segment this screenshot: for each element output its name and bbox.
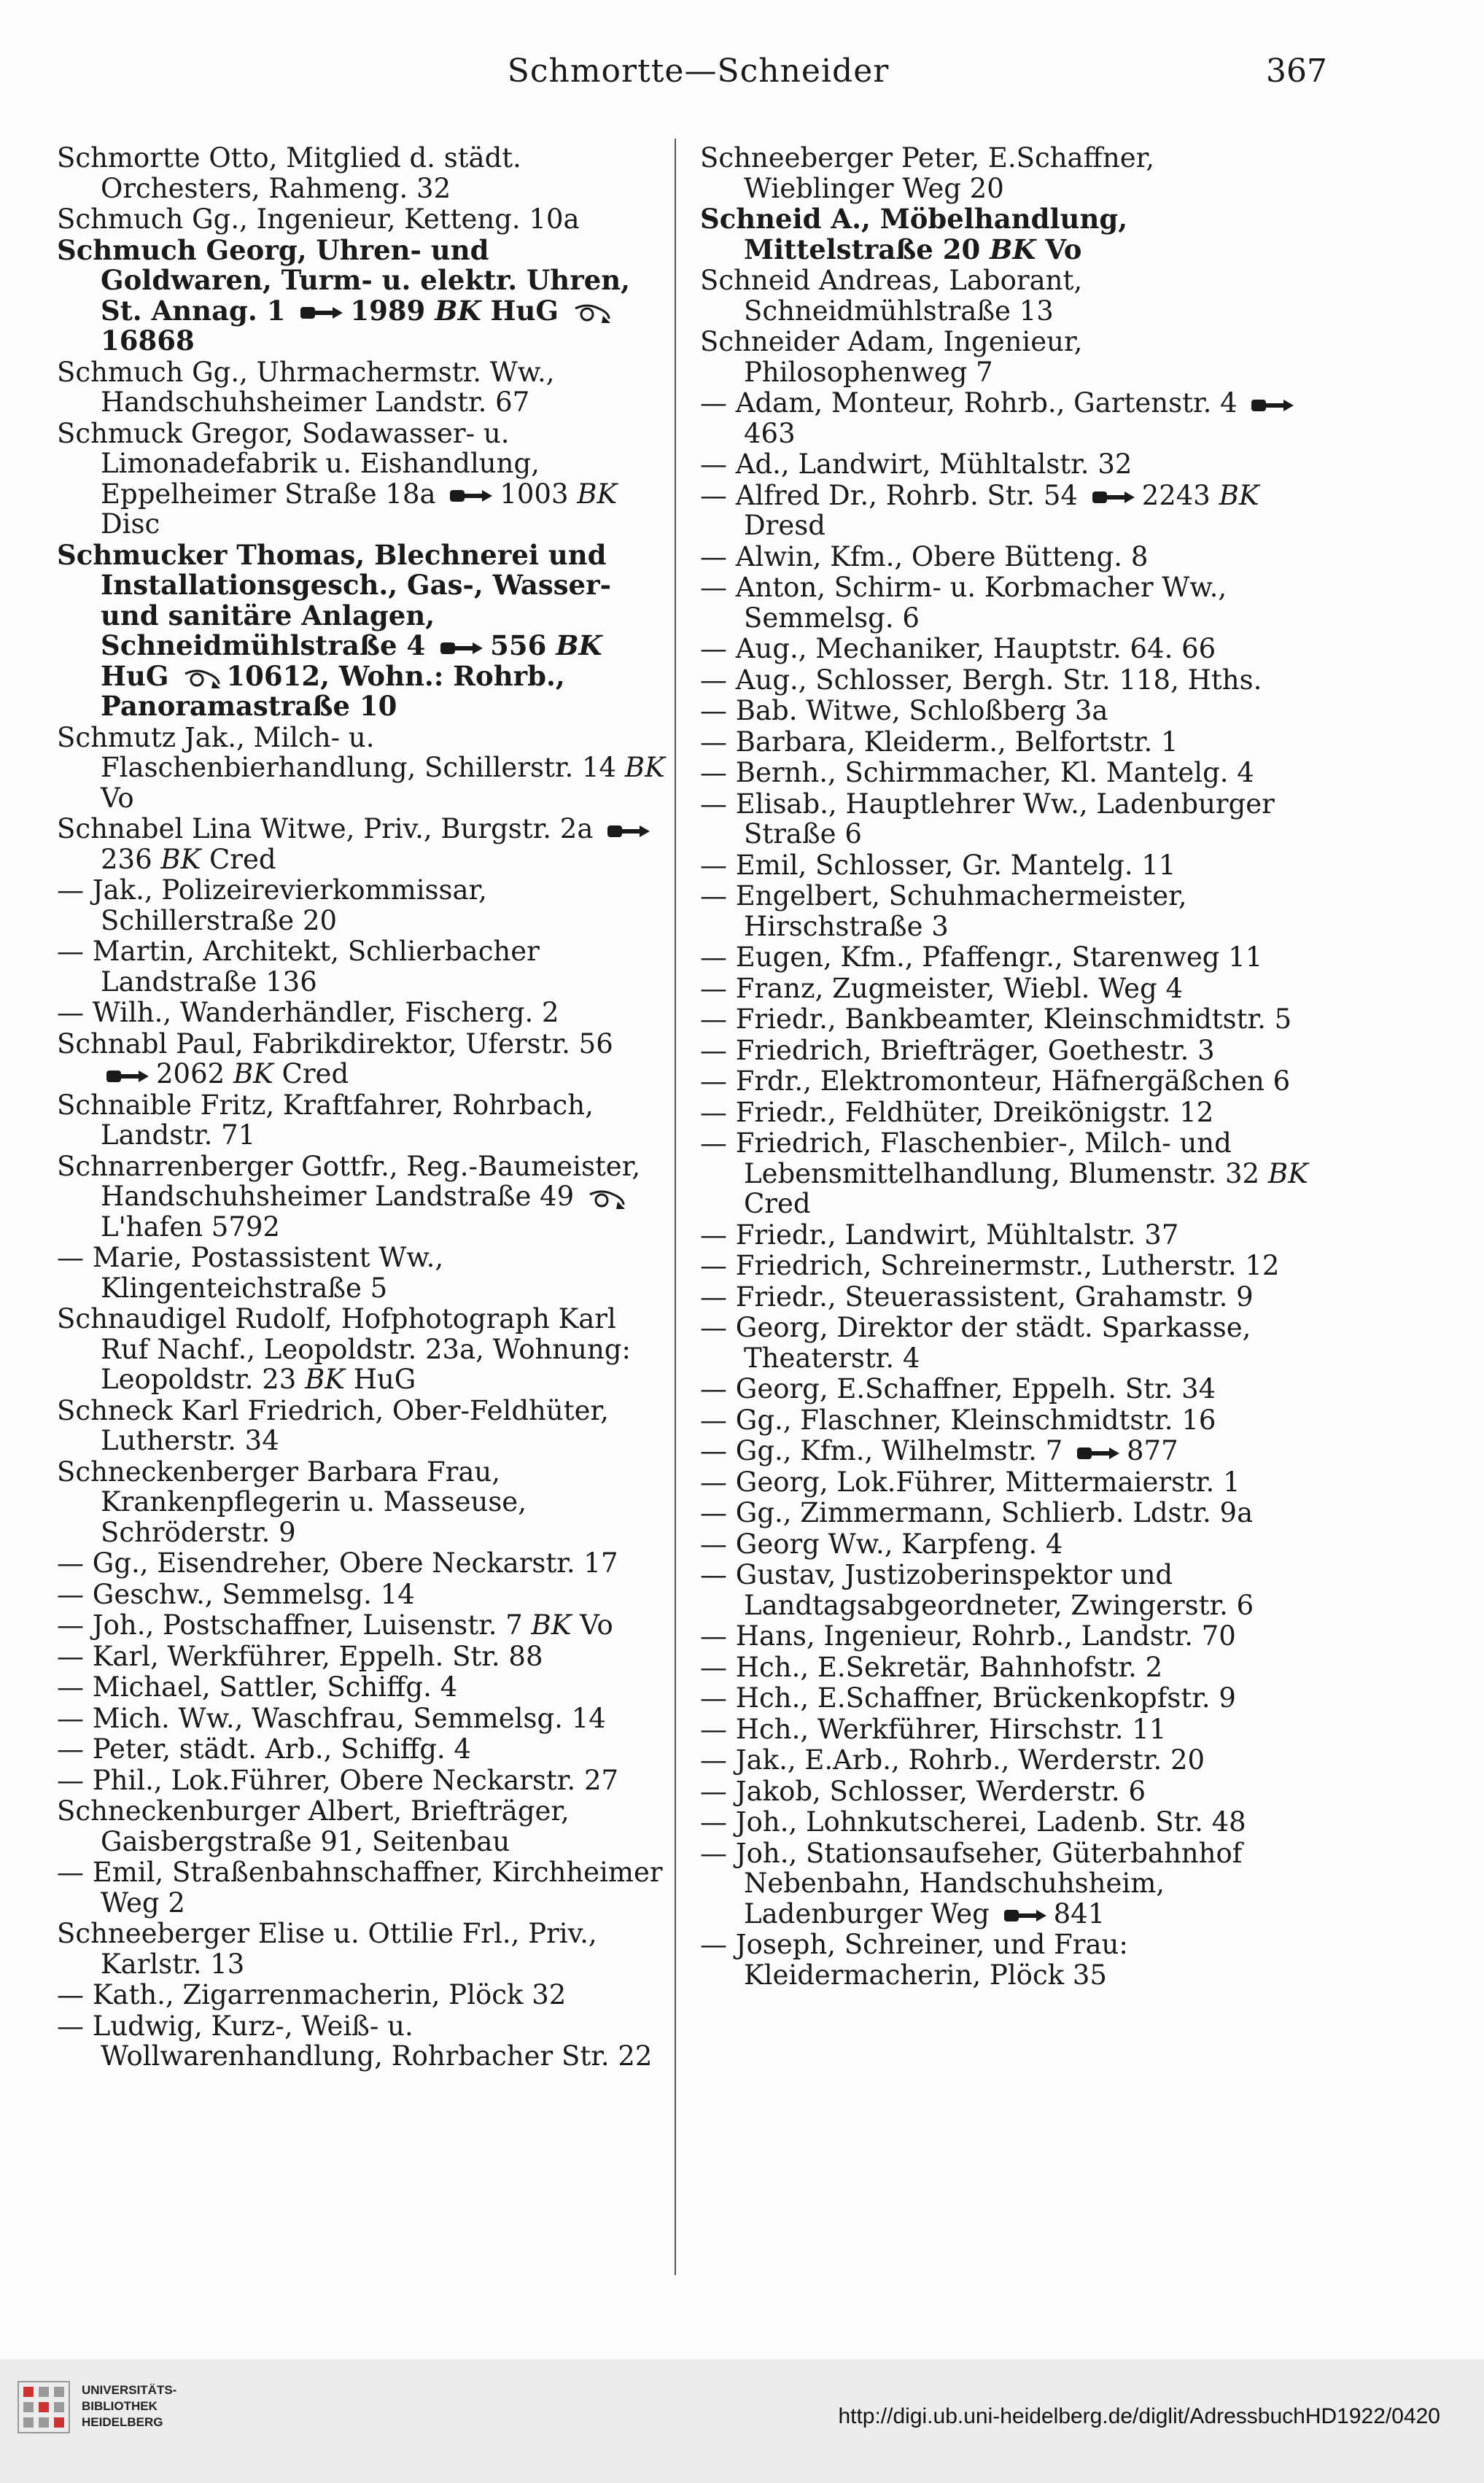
phone-number: 236 [101, 843, 152, 875]
footer [0, 2359, 1484, 2483]
repeat-dash [700, 941, 736, 973]
bank-name: Cred [209, 843, 276, 875]
page-number: 367 [1266, 53, 1327, 90]
entry-text: Schmortte Otto, Mitglied d. städt. Orchesters, Rahmeng. 32 [57, 142, 521, 204]
entry-text: Schnaudigel Rudolf, Hofphotograph Karl Ruf Nachf., Leopoldstr. 23a, Wohnung: Leopoldstr. 23 [57, 1303, 631, 1395]
directory-entry [700, 1220, 1313, 1251]
entry-text: Jak., E.Arb., Rohrb., Werderstr. 20 [735, 1744, 1205, 1776]
directory-entry [700, 1097, 1313, 1128]
entry-text: Bernh., Schirmmacher, Kl. Mantelg. 4 [735, 757, 1254, 788]
entry-text: Schmuck Gregor, Sodawasser- u. Limonadefabrik u. Eishandlung, Eppelheimer Straße 18a [57, 417, 540, 510]
directory-entry [700, 327, 1313, 387]
bank-name: Vo [101, 782, 134, 814]
directory-entry [700, 665, 1313, 696]
bank-code: BK [233, 1058, 273, 1089]
phone-number: 1003 [500, 478, 569, 510]
repeat-dash [700, 1776, 736, 1807]
repeat-dash [700, 1065, 736, 1097]
repeat-dash [700, 1559, 736, 1590]
bank-name: Vo [580, 1609, 613, 1641]
directory-entry [700, 1683, 1313, 1714]
telegraph-number: L'hafen 5792 [101, 1211, 280, 1243]
bank-name: Cred [744, 1188, 811, 1219]
entry-text: Mich. Ww., Waschfrau, Semmelsg. 14 [92, 1702, 606, 1734]
column-divider [675, 139, 676, 2275]
repeat-dash [57, 936, 93, 967]
phone-number: 2243 [1141, 479, 1211, 511]
entry-text: Wilh., Wanderhändler, Fischerg. 2 [92, 997, 559, 1028]
entry-text: Gg., Flaschner, Kleinschmidtstr. 16 [735, 1404, 1216, 1436]
directory-entry [57, 1919, 669, 1979]
repeat-dash [57, 1979, 93, 2010]
entry-text: Joh., Postschaffner, Luisenstr. 7 [92, 1609, 523, 1641]
directory-entry [57, 1765, 669, 1796]
entry-text: Schmucker Thomas, Blechnerei und Installationsgesch., Gas-, Wasser- und sanitäre Anlagen, Schneidmühlstraße 4 [57, 538, 611, 661]
directory-entry [700, 789, 1313, 850]
entry-text: Frdr., Elektromonteur, Häfnergäßchen 6 [735, 1065, 1291, 1097]
directory-entry [700, 850, 1313, 881]
directory-entry [700, 1652, 1313, 1683]
directory-entry [700, 449, 1313, 480]
entry-text: Gg., Zimmermann, Schlierb. Ldstr. 9a [735, 1497, 1254, 1528]
telephone-icon [299, 304, 346, 322]
page-title: Schmortte—Schneider [507, 53, 890, 90]
directory-entry [57, 143, 669, 203]
source-url-link[interactable]: http://digi.ub.uni-heidelberg.de/diglit/AdressbuchHD1922/0420 [838, 2404, 1440, 2428]
directory-entry [57, 1703, 669, 1734]
phone-number: 463 [744, 417, 796, 449]
entry-text: Schneck Karl Friedrich, Ober-Feldhüter, Lutherstr. 34 [57, 1394, 609, 1456]
directory-entry [57, 1734, 669, 1765]
directory-entry [57, 1641, 669, 1672]
logo-line: HEIDELBERG [82, 2415, 163, 2429]
directory-entry [700, 758, 1313, 788]
repeat-dash [700, 1838, 736, 1869]
post-horn-icon [572, 301, 612, 325]
entry-text: Alfred Dr., Rohrb. Str. 54 [735, 479, 1078, 511]
directory-entry [700, 881, 1313, 941]
entry-text: Elisab., Hauptlehrer Ww., Ladenburger Straße 6 [735, 788, 1275, 850]
entry-text: Emil, Straßenbahnschaffner, Kirchheimer Weg 2 [92, 1857, 663, 1919]
bank-name: Cred [281, 1058, 349, 1089]
repeat-dash [700, 757, 736, 788]
telephone-icon [606, 823, 653, 840]
directory-entry [700, 542, 1313, 572]
directory-entry [700, 1128, 1313, 1219]
entry-text: Schneckenberger Barbara Frau, Krankenpflegerin u. Masseuse, Schröderstr. 9 [57, 1456, 527, 1548]
entry-tail: , Wohn.: Rohrb., Panoramastraße 10 [101, 659, 565, 722]
repeat-dash [700, 1929, 736, 1960]
entry-text: Schneid A., Möbelhandlung, Mittelstraße 20 [700, 203, 1128, 265]
telephone-icon [448, 487, 495, 505]
repeat-dash [700, 788, 736, 820]
directory-entry [57, 1579, 669, 1610]
directory-entry [700, 1745, 1313, 1776]
directory-entry [700, 204, 1313, 265]
phone-number: 2062 [156, 1058, 225, 1089]
telephone-icon [105, 1068, 152, 1085]
entry-text: Schnarrenberger Gottfr., Reg.-Baumeister, Handschuhsheimer Landstraße 49 [57, 1150, 641, 1212]
repeat-dash [57, 1641, 93, 1672]
directory-entry [57, 1304, 669, 1395]
repeat-dash [57, 1579, 93, 1610]
entry-text: Ad., Landwirt, Mühltalstr. 32 [735, 448, 1133, 480]
directory-entry [700, 1930, 1313, 1990]
entry-text: Schneeberger Peter, E.Schaffner, Wieblinger Weg 20 [700, 142, 1154, 204]
bank-name: Dresd [744, 510, 825, 541]
bank-code: BK [435, 294, 481, 327]
repeat-dash [700, 1682, 736, 1714]
entry-text: Schnaible Fritz, Kraftfahrer, Rohrbach, Landstr. 71 [57, 1089, 594, 1151]
directory-entry [700, 143, 1313, 203]
entry-text: Schmuch Georg, Uhren- und Goldwaren, Turm- u. elektr. Uhren, St. Annag. 1 [57, 233, 631, 327]
directory-entry [57, 204, 669, 235]
entry-text: Georg Ww., Karpfeng. 4 [735, 1528, 1063, 1560]
directory-entry [700, 1004, 1313, 1035]
entry-text: Friedr., Landwirt, Mühltalstr. 37 [735, 1219, 1179, 1251]
phone-number: 556 [490, 629, 547, 661]
entry-text: Georg, Direktor der städt. Sparkasse, Theaterstr. 4 [735, 1312, 1251, 1374]
library-logo-text [82, 2382, 176, 2430]
repeat-dash [700, 1620, 736, 1652]
entry-text: Gustav, Justizoberinspektor und Landtagsabgeordneter, Zwingerstr. 6 [735, 1559, 1254, 1621]
directory-entry [57, 998, 669, 1028]
entry-text: Peter, städt. Arb., Schiffg. 4 [92, 1733, 471, 1765]
repeat-dash [57, 997, 93, 1028]
repeat-dash [700, 448, 736, 480]
left-column [57, 143, 669, 2072]
bank-name: HuG [490, 294, 559, 327]
directory-entry [57, 1857, 669, 1918]
phone-number: 877 [1127, 1435, 1178, 1466]
repeat-dash [700, 664, 736, 696]
entry-text: Friedr., Bankbeamter, Kleinschmidtstr. 5 [735, 1003, 1292, 1035]
directory-entry [700, 1838, 1313, 1930]
directory-entry [700, 1714, 1313, 1745]
repeat-dash [700, 1035, 736, 1066]
entry-text: Schmuch Gg., Uhrmachermstr. Ww., Handschuhsheimer Landstr. 67 [57, 356, 555, 418]
repeat-dash [700, 726, 736, 758]
entry-text: Friedr., Feldhüter, Dreikönigstr. 12 [735, 1096, 1214, 1128]
telephone-icon [1091, 489, 1138, 506]
entry-text: Schmutz Jak., Milch- u. Flaschenbierhandlung, Schillerstr. 14 [57, 721, 617, 783]
repeat-dash [700, 387, 736, 419]
directory-entry [57, 357, 669, 418]
entry-text: Friedrich, Schreinermstr., Lutherstr. 12 [735, 1250, 1280, 1281]
directory-entry [700, 1035, 1313, 1066]
entry-text: Phil., Lok.Führer, Obere Neckarstr. 27 [92, 1764, 619, 1796]
entry-text: Geschw., Semmelsg. 14 [92, 1578, 415, 1610]
bank-name: HuG [101, 659, 169, 692]
directory-entry [57, 1610, 669, 1641]
entry-text: Anton, Schirm- u. Korbmacher Ww., Semmelsg. 6 [735, 572, 1227, 634]
directory-entry [57, 2011, 669, 2072]
directory-entry [57, 1090, 669, 1151]
repeat-dash [700, 541, 736, 572]
entry-text: Georg, E.Schaffner, Eppelh. Str. 34 [735, 1373, 1216, 1404]
directory-entry [57, 1243, 669, 1303]
post-horn-icon [587, 1187, 626, 1211]
directory-entry [700, 1251, 1313, 1281]
entry-text: Hch., E.Schaffner, Brückenkopfstr. 9 [735, 1682, 1236, 1714]
directory-entry [57, 233, 669, 357]
directory-entry [700, 1282, 1313, 1313]
telegraph-number: 16868 [101, 325, 195, 357]
entry-text: Adam, Monteur, Rohrb., Gartenstr. 4 [735, 387, 1238, 419]
entry-text: Schnabl Paul, Fabrikdirektor, Uferstr. 56 [57, 1027, 613, 1060]
repeat-dash [700, 1250, 736, 1281]
directory-entry [700, 1498, 1313, 1528]
repeat-dash [700, 1466, 736, 1498]
repeat-dash [700, 695, 736, 726]
entry-text: Franz, Zugmeister, Wiebl. Weg 4 [735, 972, 1184, 1004]
telephone-icon [1250, 397, 1297, 414]
directory-entry [700, 1560, 1313, 1620]
entry-text: Jakob, Schlosser, Werderstr. 6 [735, 1775, 1146, 1807]
bank-name: HuG [353, 1364, 416, 1395]
entry-text: Hans, Ingenieur, Rohrb., Landstr. 70 [735, 1620, 1236, 1652]
page-header [69, 44, 1327, 109]
entry-text: Schneckenburger Albert, Briefträger, Gaisbergstraße 91, Seitenbau [57, 1795, 570, 1857]
directory-entry [700, 265, 1313, 326]
directory-entry [700, 696, 1313, 726]
directory-entry [700, 1374, 1313, 1404]
repeat-dash [700, 880, 736, 912]
directory-entry [700, 727, 1313, 758]
repeat-dash [700, 1373, 736, 1404]
directory-entry [700, 1776, 1313, 1807]
entry-text: Schmuch Gg., Ingenieur, Ketteng. 10a [57, 203, 580, 235]
directory-entry [57, 1029, 669, 1089]
directory-entry [57, 419, 669, 540]
telephone-icon [1076, 1445, 1122, 1462]
bank-code: BK [577, 478, 618, 510]
directory-entry [57, 1151, 669, 1243]
entry-text: Joseph, Schreiner, und Frau: Kleidermacherin, Plöck 35 [735, 1929, 1128, 1991]
entry-text: Aug., Mechaniker, Hauptstr. 64. 66 [735, 633, 1216, 664]
directory-entry [57, 875, 669, 936]
entry-text: Martin, Architekt, Schlierbacher Landstraße 136 [92, 936, 540, 998]
phone-number: 1989 [350, 294, 426, 327]
directory-entry [700, 1066, 1313, 1097]
repeat-dash [700, 480, 736, 511]
entry-text: Hch., E.Sekretär, Bahnhofstr. 2 [735, 1651, 1163, 1683]
repeat-dash [700, 1003, 736, 1035]
phone-number: 841 [1053, 1897, 1106, 1930]
directory-entry [57, 540, 669, 722]
directory-entry [700, 1529, 1313, 1560]
directory-entry [57, 1672, 669, 1703]
bank-name: Vo [1045, 233, 1082, 265]
directory-entry [57, 1457, 669, 1548]
bank-code: BK [1267, 1157, 1308, 1189]
repeat-dash [700, 1281, 736, 1313]
directory-entry [700, 572, 1313, 633]
repeat-dash [700, 1312, 736, 1343]
directory-entry [57, 1548, 669, 1579]
entry-text: Friedrich, Flaschenbier-, Milch- und Lebensmittelhandlung, Blumenstr. 32 [735, 1127, 1260, 1189]
bank-code: BK [531, 1609, 572, 1641]
entry-text: Gg., Eisendreher, Obere Neckarstr. 17 [92, 1547, 618, 1579]
repeat-dash [57, 1703, 93, 1734]
telephone-icon [439, 640, 486, 657]
entry-text: Friedrich, Briefträger, Goethestr. 3 [735, 1034, 1215, 1066]
repeat-dash [700, 1097, 736, 1128]
entry-text: Gg., Kfm., Wilhelmstr. 7 [735, 1435, 1063, 1466]
bank-name: Disc [101, 508, 160, 540]
bank-code: BK [160, 843, 201, 875]
repeat-dash [57, 1242, 93, 1273]
directory-entry [57, 936, 669, 997]
bank-code: BK [1219, 479, 1259, 511]
entry-text: Michael, Sattler, Schiffg. 4 [92, 1671, 458, 1703]
entry-text: Aug., Schlosser, Bergh. Str. 118, Hths. [735, 664, 1262, 696]
repeat-dash [57, 1609, 93, 1641]
right-column [700, 143, 1313, 1991]
bank-code: BK [305, 1364, 345, 1395]
entry-text: Eugen, Kfm., Pfaffengr., Starenweg 11 [735, 941, 1263, 973]
entry-text: Joh., Stationsaufseher, Güterbahnhof Nebenbahn, Handschuhsheim, Ladenburger Weg [735, 1837, 1243, 1930]
directory-entry [700, 481, 1313, 541]
repeat-dash [700, 1652, 736, 1683]
directory-entry [700, 1621, 1313, 1652]
entry-text: Emil, Schlosser, Gr. Mantelg. 11 [735, 849, 1176, 881]
bank-code: BK [990, 233, 1036, 265]
entry-text: Schneid Andreas, Laborant, Schneidmühlstraße 13 [700, 265, 1083, 327]
entry-text: Georg, Lok.Führer, Mittermaierstr. 1 [735, 1466, 1240, 1498]
repeat-dash [57, 2010, 93, 2042]
entry-text: Barbara, Kleiderm., Belfortstr. 1 [735, 726, 1178, 758]
entry-text: Schneider Adam, Ingenieur, Philosophenweg 7 [700, 326, 1083, 388]
repeat-dash [700, 1497, 736, 1528]
directory-entry [57, 814, 669, 874]
logo-line: BIBLIOTHEK [82, 2399, 158, 2413]
entry-text: Jak., Polizeirevierkommissar, Schillerstraße 20 [92, 874, 487, 936]
directory-entry [700, 1807, 1313, 1838]
bank-code: BK [556, 629, 602, 661]
directory-entry [57, 723, 669, 814]
entry-text: Schneeberger Elise u. Ottilie Frl., Priv., Karlstr. 13 [57, 1918, 597, 1980]
library-logo-icon [15, 2378, 73, 2436]
bank-code: BK [624, 752, 665, 783]
directory-entry [57, 1396, 669, 1456]
entry-text: Hch., Werkführer, Hirschstr. 11 [735, 1713, 1167, 1745]
entry-text: Schnabel Lina Witwe, Priv., Burgstr. 2a [57, 813, 594, 844]
directory-entry [57, 1796, 669, 1857]
entry-text: Alwin, Kfm., Obere Bütteng. 8 [735, 540, 1149, 572]
repeat-dash [700, 1435, 736, 1466]
repeat-dash [700, 1744, 736, 1776]
repeat-dash [57, 1547, 93, 1579]
post-horn-icon [182, 667, 222, 690]
repeat-dash [700, 850, 736, 881]
repeat-dash [700, 1714, 736, 1745]
entry-text: Joh., Lohnkutscherei, Ladenb. Str. 48 [735, 1806, 1246, 1838]
repeat-dash [57, 1765, 93, 1796]
entry-text: Karl, Werkführer, Eppelh. Str. 88 [92, 1640, 543, 1672]
repeat-dash [700, 1528, 736, 1560]
entry-text: Engelbert, Schuhmachermeister, Hirschstraße 3 [735, 880, 1187, 942]
directory-entry [700, 388, 1313, 448]
directory-entry [700, 634, 1313, 664]
directory-entry [700, 1313, 1313, 1373]
repeat-dash [57, 1671, 93, 1703]
entry-text: Bab. Witwe, Schloßberg 3a [735, 695, 1108, 726]
directory-entry [700, 1436, 1313, 1466]
entry-text: Ludwig, Kurz-, Weiß- u. Wollwarenhandlung, Rohrbacher Str. 22 [92, 2010, 653, 2072]
directory-entry [700, 1405, 1313, 1436]
directory-entry [57, 1980, 669, 2010]
repeat-dash [700, 633, 736, 664]
directory-entry [700, 1467, 1313, 1498]
repeat-dash [700, 572, 736, 603]
directory-entry [700, 974, 1313, 1004]
entry-text: Marie, Postassistent Ww., Klingenteichstraße 5 [92, 1242, 444, 1304]
repeat-dash [700, 1806, 736, 1838]
telegraph-number: 10612 [226, 659, 321, 692]
repeat-dash [700, 1404, 736, 1436]
repeat-dash [57, 1733, 93, 1765]
directory-entry [700, 942, 1313, 973]
repeat-dash [700, 1127, 736, 1159]
repeat-dash [57, 1857, 93, 1888]
repeat-dash [57, 874, 93, 906]
repeat-dash [700, 1219, 736, 1251]
entry-text: Kath., Zigarrenmacherin, Plöck 32 [92, 1979, 567, 2010]
repeat-dash [700, 973, 736, 1004]
entry-text: Friedr., Steuerassistent, Grahamstr. 9 [735, 1281, 1254, 1313]
logo-line: UNIVERSITÄTS- [82, 2383, 177, 2397]
telephone-icon [1003, 1907, 1049, 1924]
